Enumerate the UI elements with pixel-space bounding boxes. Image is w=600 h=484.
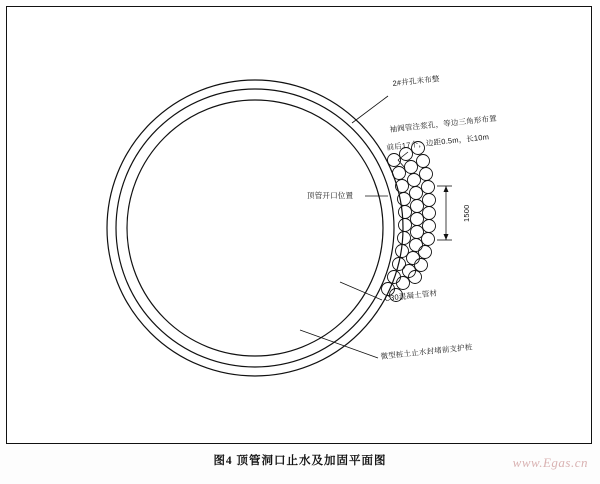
inner-circle <box>127 100 383 356</box>
outer-circle <box>107 80 403 376</box>
annotation-concrete-label: C30混凝土管材 <box>384 288 438 303</box>
annotation-grout-note-line1: 袖阀管注浆孔，等边三角形布置 <box>389 113 498 134</box>
annotation-opening-label: 顶管开口位置 <box>307 191 354 200</box>
dimension-line <box>437 186 452 240</box>
annotation-grout-note-line2: 前后17个，边距0.5m，长10m <box>386 132 490 152</box>
annotation-top-label: 2#井孔未布整 <box>392 74 441 88</box>
watermark: www.Egas.cn <box>512 455 588 470</box>
figure-caption: 图4 顶管洞口止水及加固平面图 <box>213 455 387 467</box>
annotation-support-label: 微型桩土止水封堵前支护桩 <box>380 342 473 361</box>
mid-circle <box>116 89 394 367</box>
leader-lines <box>300 96 408 358</box>
annotation-dimension: 1500 <box>462 204 471 222</box>
